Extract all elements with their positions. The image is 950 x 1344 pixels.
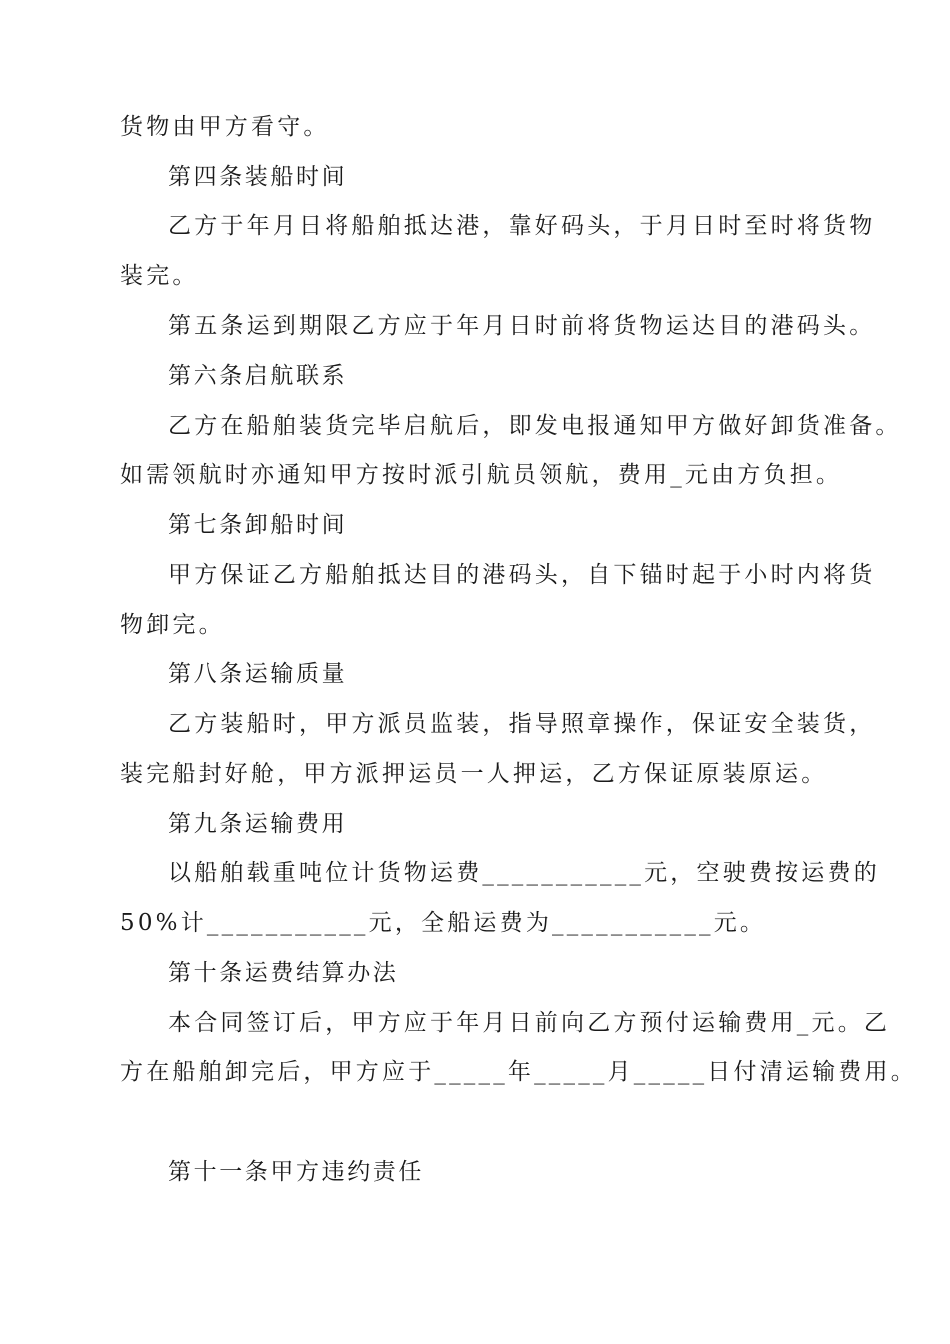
paragraph-line: 乙方于年月日将船舶抵达港，靠好码头，于月日时至时将货物 (168, 213, 876, 239)
paragraph-line: 物卸完。 (120, 612, 225, 638)
article-heading: 第十条运费结算办法 (168, 960, 399, 986)
article-heading: 第十一条甲方违约责任 (168, 1159, 424, 1185)
paragraph-line: 乙方在船舶装货完毕启航后，即发电报通知甲方做好卸货准备。 (168, 413, 902, 439)
article-heading: 第四条装船时间 (168, 164, 348, 190)
paragraph-line: 50%计___________元，全船运费为___________元。 (120, 910, 767, 936)
article-heading: 第八条运输质量 (168, 661, 348, 687)
paragraph-line: 货物由甲方看守。 (120, 114, 330, 140)
paragraph-line: 方在船舶卸完后，甲方应于_____年_____月_____日付清运输费用。 (120, 1059, 917, 1085)
paragraph-line: 装完船封好舱，甲方派押运员一人押运，乙方保证原装原运。 (120, 761, 828, 787)
paragraph-line: 以船舶载重吨位计货物运费___________元，空驶费按运费的 (168, 860, 880, 886)
paragraph-line: 第五条运到期限乙方应于年月日时前将货物运达目的港码头。 (168, 313, 876, 339)
article-heading: 第七条卸船时间 (168, 512, 348, 538)
article-heading: 第六条启航联系 (168, 363, 348, 389)
paragraph-line: 本合同签订后，甲方应于年月日前向乙方预付运输费用_元。乙 (168, 1010, 891, 1036)
article-heading: 第九条运输费用 (168, 811, 348, 837)
paragraph-line: 如需领航时亦通知甲方按时派引航员领航，费用_元由方负担。 (120, 462, 843, 488)
paragraph-line: 甲方保证乙方船舶抵达目的港码头，自下锚时起于小时内将货 (168, 562, 876, 588)
paragraph-line: 乙方装船时，甲方派员监装，指导照章操作，保证安全装货， (168, 711, 876, 737)
paragraph-line: 装完。 (120, 263, 199, 289)
